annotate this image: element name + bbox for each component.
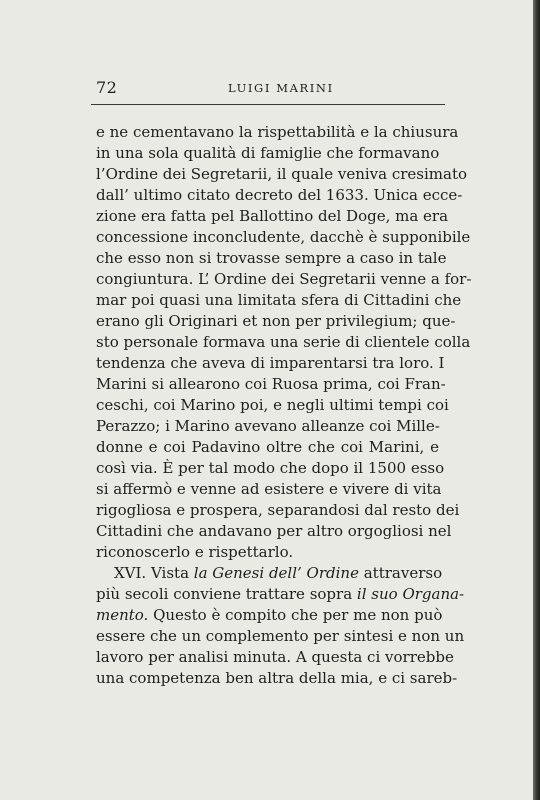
page-header	[96, 78, 446, 100]
text-line: Marini si allearono coi Ruosa prima, coi Fran-	[96, 375, 446, 393]
text-line: mar poi quasi una limitata sfera di Cittadini che	[96, 291, 462, 309]
text-line: si affermò e venne ad esistere e vivere di vita	[96, 480, 442, 498]
text-line: erano gli Originari et non per privilegium; que-	[96, 312, 456, 330]
italic-phrase: mento.	[96, 606, 149, 624]
text-line: in una sola qualità di famiglie che formavano	[96, 144, 440, 162]
header-rule	[91, 104, 445, 105]
text-fragment: più secoli conviene trattare sopra	[96, 585, 357, 603]
text-line: congiuntura. L’ Ordine dei Segretarii venne a for-	[96, 270, 472, 288]
text-line: concessione inconcludente, dacchè è supponibile	[96, 228, 471, 246]
text-fragment: attraverso	[358, 564, 443, 582]
section-number: XVI. Vista	[114, 564, 194, 582]
text-line: Perazzo; i Marino avevano alleanze coi Mille-	[96, 417, 440, 435]
text-line	[96, 584, 465, 605]
text-line: l’Ordine dei Segretarii, il quale veniva cresimato	[96, 165, 468, 183]
running-title: LUIGI MARINI	[228, 81, 334, 95]
text-line: zione era fatta pel Ballottino del Doge, ma era	[96, 207, 449, 225]
text-line: che esso non si trovasse sempre a caso in tale	[96, 249, 447, 267]
text-line: ceschi, coi Marino poi, e negli ultimi tempi coi	[96, 396, 449, 414]
text-line: riconoscerlo e rispettarlo.	[96, 543, 294, 561]
italic-phrase: la Genesi dell’ Ordine	[193, 564, 359, 582]
text-line: sto personale formava una serie di clientele colla	[96, 333, 471, 351]
text-fragment: Questo è compito che per me non può	[148, 606, 443, 624]
text-line	[96, 605, 443, 626]
text-line: tendenza che aveva di imparentarsi tra loro. I	[96, 354, 445, 372]
text-line: così via. È per tal modo che dopo il 1500 esso	[96, 459, 445, 477]
text-line: dall’ ultimo citato decreto del 1633. Unica ecce-	[96, 186, 463, 204]
italic-phrase: il suo Organa-	[356, 585, 465, 603]
text-line: e ne cementavano la rispettabilità e la chiusura	[96, 123, 459, 141]
text-line: essere che un complemento per sintesi e non un	[96, 627, 465, 645]
section-heading-line	[96, 563, 443, 584]
text-line: donne e coi Padavino oltre che coi Marini, e	[96, 438, 439, 456]
page-edge-shadow	[533, 0, 540, 800]
page-number: 72	[96, 78, 118, 97]
text-line: rigogliosa e prospera, separandosi dal resto dei	[96, 501, 460, 519]
text-line: una competenza ben altra della mia, e ci sareb-	[96, 669, 458, 687]
text-line: Cittadini che andavano per altro orgogliosi nel	[96, 522, 452, 540]
text-line: lavoro per analisi minuta. A questa ci vorrebbe	[96, 648, 454, 666]
body-text	[96, 122, 472, 689]
